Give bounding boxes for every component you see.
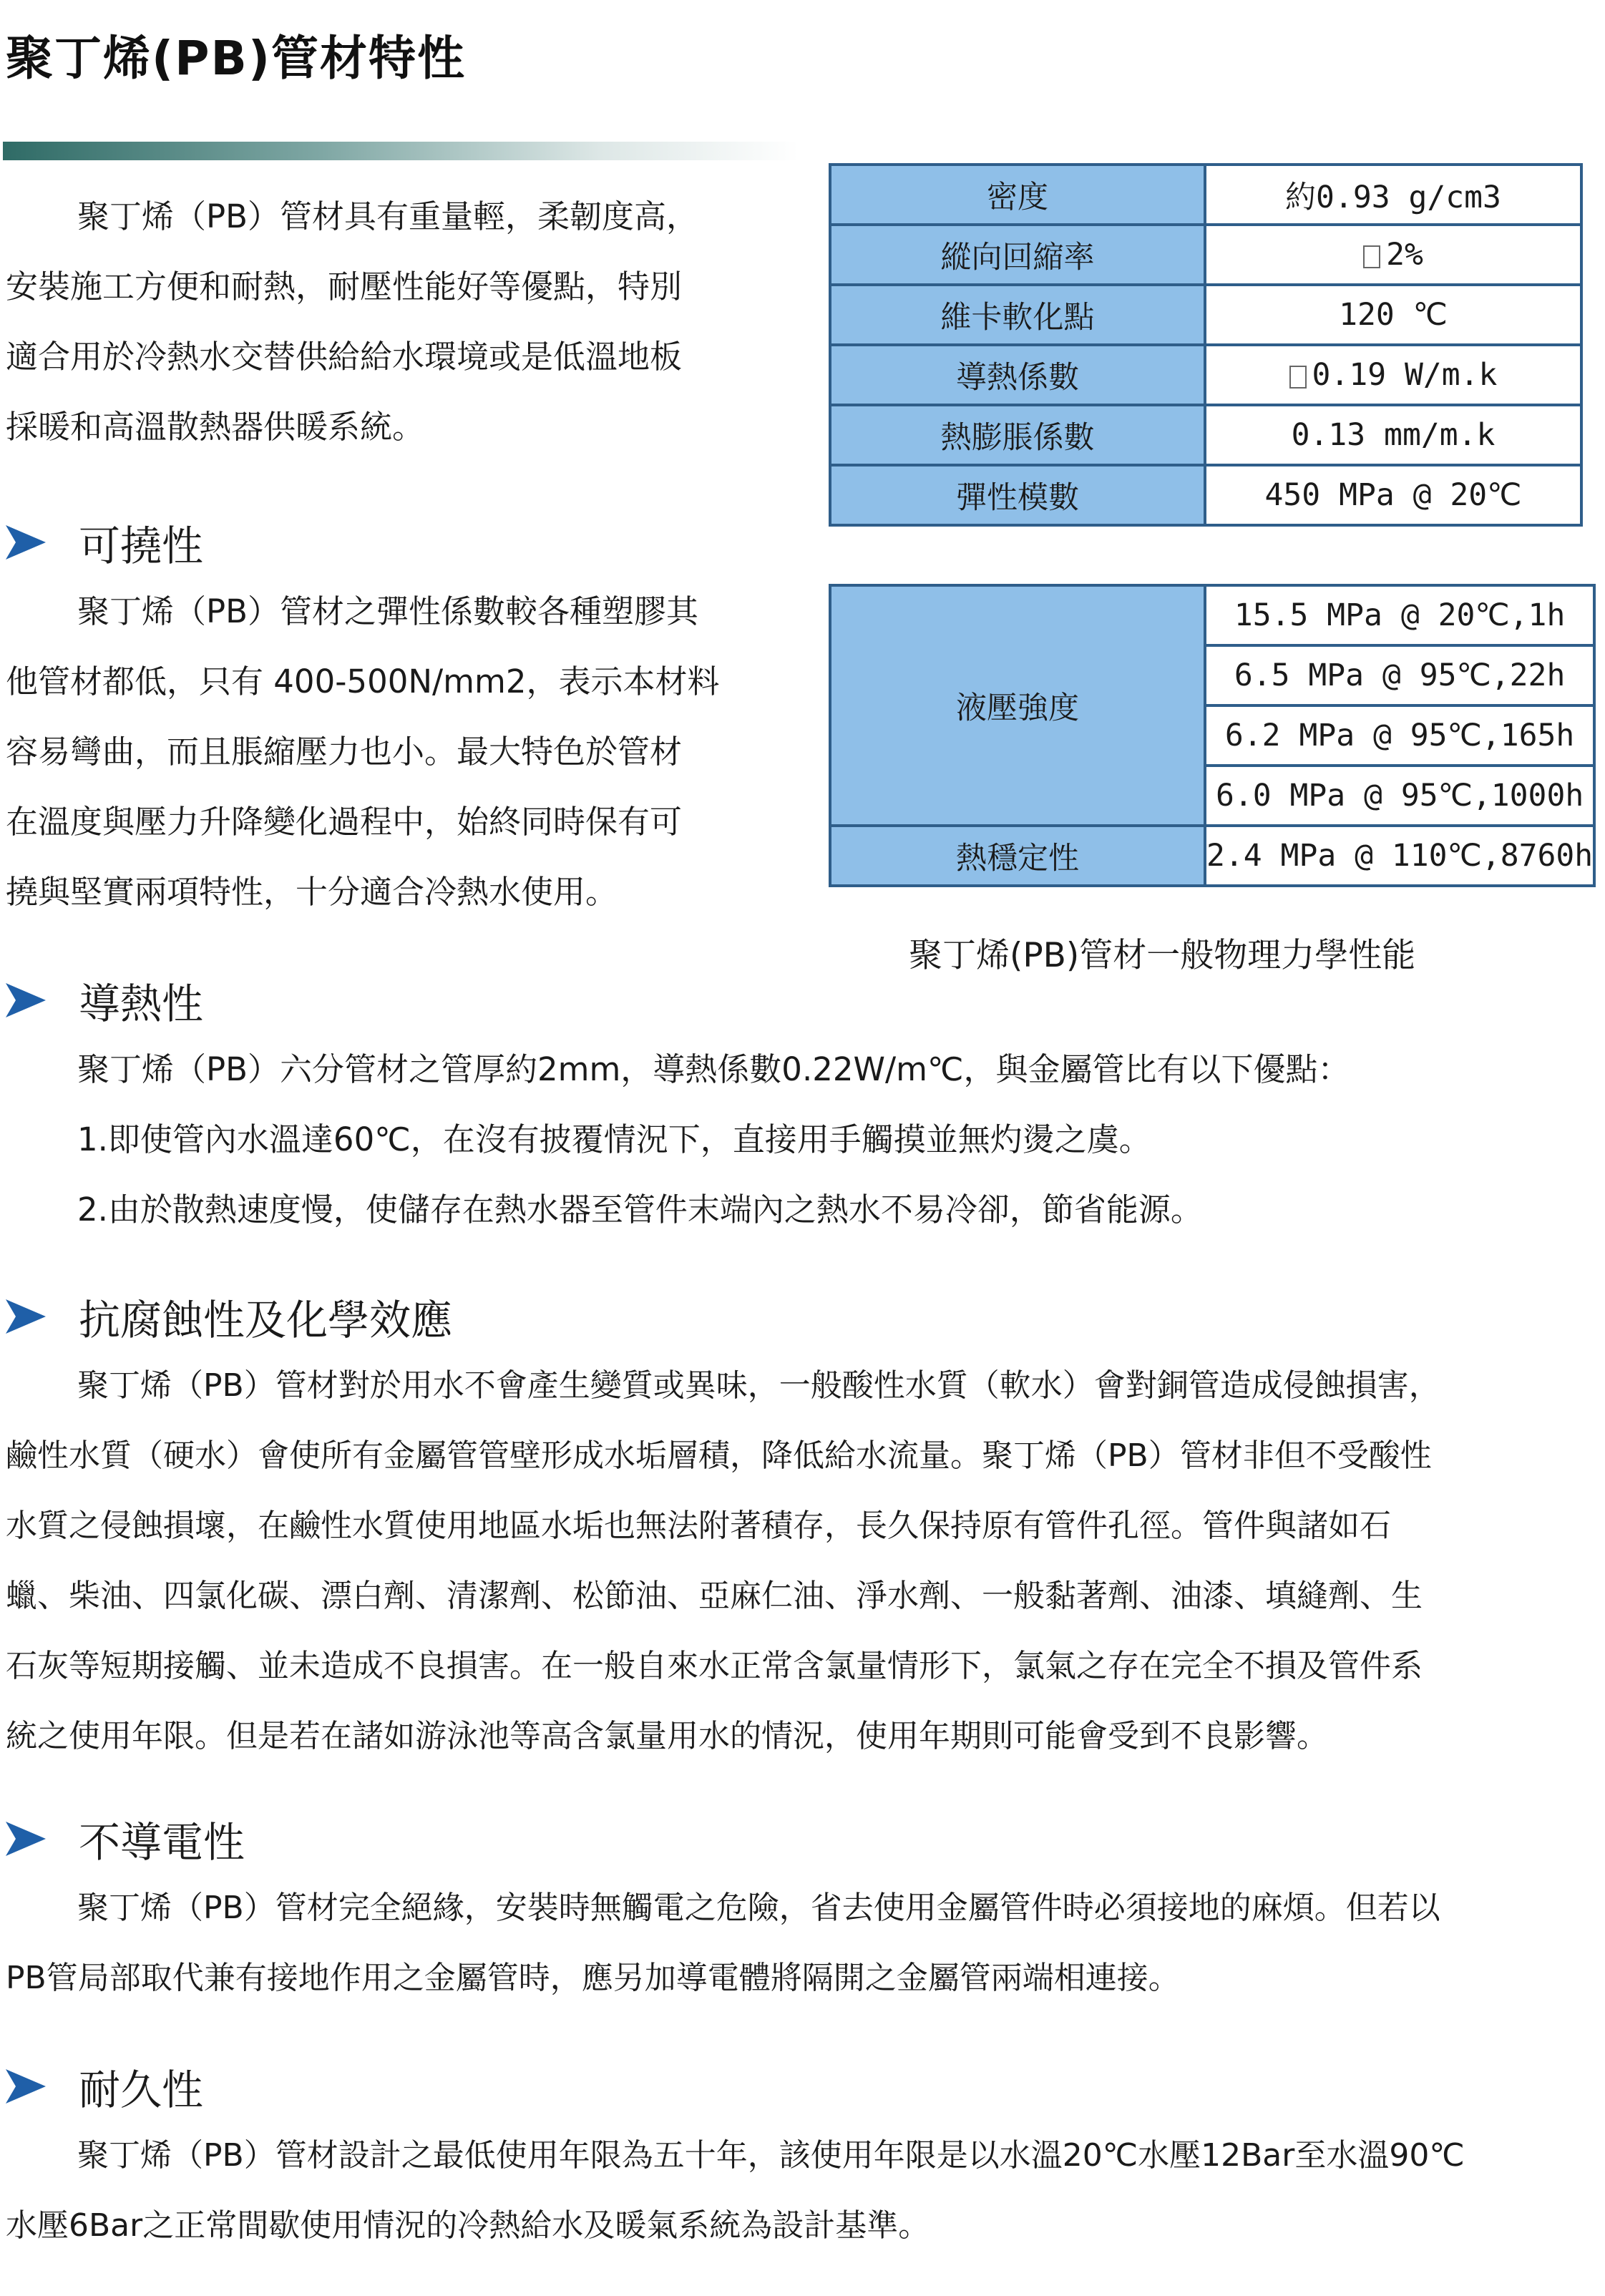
table-row — [830, 585, 1594, 645]
paragraph-line: 鹼性水質（硬水）會使所有金屬管管壁形成水垢層積，降低給水流量。聚丁烯（PB）管材非但不受酸性 — [6, 1437, 1432, 1474]
page-title: 聚丁烯(PB)管材特性 — [6, 31, 467, 86]
property-value: 約0.93 g/cm3 — [1205, 165, 1581, 225]
pressure-value: 6.0 MPa @ 95℃,1000h — [1205, 766, 1594, 826]
arrowhead-icon — [6, 522, 46, 562]
missing-glyph-icon — [1289, 366, 1307, 389]
section-heading-text: 耐久性 — [79, 2066, 204, 2114]
properties-table — [829, 163, 1583, 527]
table-row — [830, 165, 1581, 225]
flexibility-paragraph — [6, 577, 719, 927]
property-value: 0.13 mm/m.k — [1205, 405, 1581, 465]
pressure-table — [829, 584, 1596, 887]
section-heading-durability — [6, 2056, 203, 2116]
property-label: 導熱係數 — [830, 345, 1205, 405]
intro-line: 採暖和高溫散熱器供暖系統。 — [6, 408, 425, 446]
section-heading-corrosion — [6, 1286, 452, 1347]
arrowhead-icon — [6, 980, 46, 1020]
insulation-paragraph — [6, 1873, 1440, 2013]
pressure-value: 6.5 MPa @ 95℃,22h — [1205, 645, 1594, 705]
corrosion-paragraph — [6, 1351, 1440, 1772]
paragraph-line: 聚丁烯（PB）管材之彈性係數較各種塑膠其 — [77, 592, 699, 630]
thermal-paragraph — [77, 1035, 1350, 1245]
section-heading-text: 不導電性 — [79, 1818, 245, 1867]
section-heading-text: 可撓性 — [79, 522, 204, 570]
pressure-label: 液壓強度 — [830, 585, 1205, 826]
paragraph-line: 聚丁烯（PB）管材設計之最低使用年限為五十年，該使用年限是以水溫20℃水壓12Bar至水溫90℃ — [77, 2137, 1465, 2174]
section-heading-text: 抗腐蝕性及化學效應 — [79, 1296, 453, 1344]
property-label: 維卡軟化點 — [830, 285, 1205, 345]
property-label: 縱向回縮率 — [830, 225, 1205, 285]
paragraph-line: 水壓6Bar之正常間歇使用情況的冷熱給水及暖氣系統為設計基準。 — [6, 2207, 930, 2244]
paragraph-line: 2.由於散熱速度慢，使儲存在熱水器至管件末端內之熱水不易冷卻，節省能源。 — [77, 1191, 1203, 1228]
table-row — [830, 826, 1594, 886]
title-underline-bar — [3, 142, 799, 160]
property-value — [1205, 225, 1581, 285]
paragraph-line: 聚丁烯（PB）管材完全絕緣，安裝時無觸電之危險，省去使用金屬管件時必須接地的麻煩。但若以 — [77, 1890, 1440, 1926]
paragraph-line: 水質之侵蝕損壞，在鹼性水質使用地區水垢也無法附著積存，長久保持原有管件孔徑。管件與諸如石 — [6, 1508, 1391, 1544]
table-row — [830, 345, 1581, 405]
table-caption: 聚丁烯(PB)管材一般物理力學性能 — [909, 936, 1416, 975]
section-heading-text: 導熱性 — [79, 980, 204, 1028]
section-heading-insulation — [6, 1809, 245, 1869]
property-label: 熱膨脹係數 — [830, 405, 1205, 465]
property-value-text: 2% — [1386, 237, 1423, 273]
durability-paragraph — [6, 2121, 1465, 2261]
property-value — [1205, 345, 1581, 405]
intro-line: 聚丁烯（PB）管材具有重量輕，柔韌度高， — [77, 197, 699, 235]
property-value-text: 0.19 W/m.k — [1312, 357, 1498, 393]
property-label: 密度 — [830, 165, 1205, 225]
paragraph-line: 1.即使管內水溫達60℃，在沒有披覆情況下，直接用手觸摸並無灼燙之虞。 — [77, 1120, 1151, 1158]
table-row — [830, 405, 1581, 465]
paragraph-line: 容易彎曲，而且脹縮壓力也小。最大特色於管材 — [6, 733, 683, 771]
pressure-value: 6.2 MPa @ 95℃,165h — [1205, 705, 1594, 766]
thermal-stability-value: 2.4 MPa @ 110℃,8760h — [1205, 826, 1594, 886]
property-value: 120 ℃ — [1205, 285, 1581, 345]
section-heading-thermal — [6, 970, 203, 1030]
paragraph-line: 撓與堅實兩項特性，十分適合冷熱水使用。 — [6, 873, 618, 911]
missing-glyph-icon — [1363, 245, 1380, 268]
paragraph-line: 在溫度與壓力升降變化過程中，始終同時保有可 — [6, 803, 683, 841]
arrowhead-icon — [6, 1819, 46, 1859]
table-row — [830, 285, 1581, 345]
intro-line: 安裝施工方便和耐熱，耐壓性能好等優點，特別 — [6, 268, 683, 306]
table-row — [830, 465, 1581, 525]
paragraph-line: PB管局部取代兼有接地作用之金屬管時，應另加導電體將隔開之金屬管兩端相連接。 — [6, 1960, 1180, 1996]
thermal-stability-label: 熱穩定性 — [830, 826, 1205, 886]
table-row — [830, 225, 1581, 285]
intro-paragraph — [6, 182, 698, 462]
intro-line: 適合用於冷熱水交替供給給水環境或是低溫地板 — [6, 338, 683, 376]
paragraph-line: 他管材都低，只有 400-500N/mm2，表示本材料 — [6, 663, 720, 700]
paragraph-line: 聚丁烯（PB）六分管材之管厚約2mm，導熱係數0.22W/m℃，與金屬管比有以下優點： — [77, 1050, 1350, 1088]
paragraph-line: 統之使用年限。但是若在諸如游泳池等高含氯量用水的情況，使用年期則可能會受到不良影響。 — [6, 1718, 1328, 1754]
property-label: 彈性模數 — [830, 465, 1205, 525]
arrowhead-icon — [6, 1296, 46, 1337]
paragraph-line: 石灰等短期接觸、並未造成不良損害。在一般自來水正常含氯量情形下，氯氣之存在完全不損及管件系 — [6, 1648, 1423, 1684]
paragraph-line: 聚丁烯（PB）管材對於用水不會產生變質或異味，一般酸性水質（軟水）會對銅管造成侵蝕損害， — [77, 1367, 1440, 1404]
pressure-value: 15.5 MPa @ 20℃,1h — [1205, 585, 1594, 645]
paragraph-line: 蠟、柴油、四氯化碳、漂白劑、清潔劑、松節油、亞麻仁油、淨水劑、一般黏著劑、油漆、填縫劑、生 — [6, 1578, 1423, 1614]
property-value: 450 MPa @ 20℃ — [1205, 465, 1581, 525]
section-heading-flexibility — [6, 512, 203, 572]
arrowhead-icon — [6, 2066, 46, 2106]
